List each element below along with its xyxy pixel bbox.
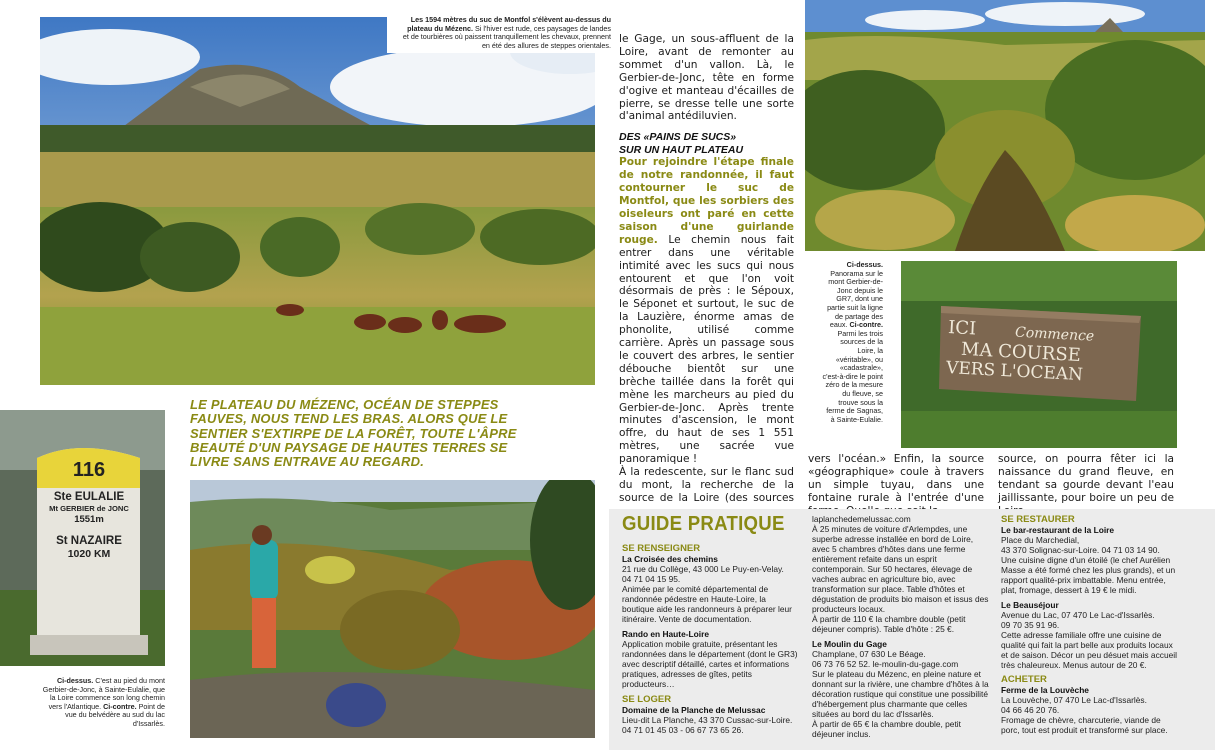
left-photo-caption: Ci-dessus. C'est au pied du mont Gerbier-de-Jonc, à Sainte-Eulalie, que la Loire commence son long chemin vers l'Atlantique. Ci-contre. Point de vue du belvédère au sud du lac d'Issarlès.	[42, 676, 165, 728]
top-photo-caption: Les 1594 mètres du suc de Montfol s'élèvent au-dessus du plateau du Mézenc. Si l'hiver est rude, ces paysages de landes et de tourbières où paissent tranquillement les chevaux, prennent en été des allures de steppes orientales.	[387, 15, 615, 53]
right-photo-caption: Ci-dessus. Panorama sur le mont Gerbier-de-Jonc depuis le GR7, dont une partie suit la ligne de partage des eaux. Ci-contre. Parmi les trois sources de la Loire, la «véritable», ou «cadastrale», c'est-à-dire le point zéro de la mesure du fleuve, se trouve sous la ferme de Sagnas, à Sainte-Eulalie.	[822, 260, 883, 424]
guide-section-acheter: ACHETER	[1001, 674, 1047, 685]
guide-title: GUIDE PRATIQUE	[622, 513, 785, 535]
article-para-2: Le chemin nous fait entrer dans une véritable intimité avec les sucs qui nous entourent et que l'on voit désormais de près : le Sépoux, le Séponet et surtout, le suc de la Lauzière, énorme amas de phonolite, utilisé comme carrière. Après un passage sous le couvert des arbres, le sentier débouche bientôt sur une brèche taillée dans la forêt qui mène les marcheurs au pied du Gerbier-de-Jonc. Après trente minutes d'ascension, le mont offre, du haut de ses 1 551 mètres, une sacrée vue panoramique !	[619, 233, 794, 466]
article-column-2: vers l'océan.» Enfin, la source «géographique» coule à travers un simple tuyau, dans une fontaine rurale à l'entrée d'une	[808, 453, 984, 504]
hiker-viewpoint-photo	[190, 480, 595, 738]
milestone-text: 116 Ste EULALIE Mt GERBIER de JONC 1551m St NAZAIRE 1020 KM	[49, 459, 129, 560]
milestone-photo	[0, 410, 165, 666]
guide-section-se-renseigner: SE RENSEIGNER	[622, 543, 701, 554]
article-lead: Pour rejoindre l'étape finale de notre randonnée, il faut contourner le suc de Montfol, que les sorbiers des oiseleurs ont paré en cette saison d'une guirlande rouge.	[619, 156, 794, 246]
gerbier-panorama-photo	[805, 0, 1205, 251]
article-para-1: le Gage, un sous-affluent de la Loire, avant de remonter au sommet d'un vallon. Là, le Gerbier-de-Jonc, tête en forme d'ogive et manteau d'écailles de pierre, se dresse telle une sorte d'animal antédiluvien.	[619, 33, 794, 123]
guide-section-se-loger: SE LOGER	[622, 694, 672, 705]
loire-source-sign-photo	[901, 261, 1177, 448]
guide-column-3: SE RESTAURER Le bar-restaurant de la Loire Place du Marchedial, 43 370 Solignac-sur-Loire. 04 71 03 14 90. Une cuisine digne d'un étoilé (le chef Aurélien Masse a été formé chez les plus grands), et un rapport qualité-prix imbattable. Menu entrée, plat, fromage, dessert à 19 € le midi. Le Beauséjour Avenue du Lac, 07 470 Le Lac-d'Issarlès. 09 70 35 91 96. Cette adresse familiale offre une cuisine de qualité qui fait la part belle aux produits locaux et de saison. Décor un peu désuet mais accueil très chaleureux. Menus autour de 20 €. ACHETER Ferme de la Louvèche La Louvèche, 07 470 Le Lac-d'Issarlès. 04 66 46 20 76. Fromage de chèvre, charcuterie, viande de porc, tout est produit et transformé sur place.	[1001, 514, 1179, 735]
article-column-main	[619, 33, 794, 505]
sign-text: ICI Commence MA COURSE VERS L'OCEAN	[945, 317, 1095, 386]
montfol-photo	[40, 17, 595, 385]
article-subhead: DES «PAINS DE SUCS» SUR UN HAUT PLATEAU	[619, 131, 744, 156]
article-column-3: source, on pourra fêter ici la naissance du grand fleuve, en tendant sa gourde devant l'eau jaillissante, pour boire un peu de	[998, 453, 1174, 504]
guide-column-1: SE RENSEIGNER La Croisée des chemins 21 rue du Collège, 43 000 Le Puy-en-Velay. 04 71 04 15 95. Animée par le comité départemental de randonnée pédestre en Haute-Loire, la boutique aide les randonneurs à préparer leur itinéraire. Vente de documentation. Rando en Haute-Loire Application mobile gratuite, présentant les randonnées dans le département (dont le GR3) avec descriptif détaillé, cartes et informations pratiques, adresses de gîtes, petits producteurs… SE LOGER Domaine de la Planche de Melussac Lieu-dit La Planche, 43 370 Cussac-sur-Loire. 04 71 01 45 03 - 06 67 73 65 26.	[622, 543, 800, 735]
article-para-3: À la redescente, sur le flanc sud du mont, la recherche de la source de la Loire (des sources	[619, 466, 794, 504]
guide-column-2: laplanchedemelussac.com À 25 minutes de voiture d'Arlempdes, une superbe adresse installée en bord de Loire, avec 5 chambres d'hôtes dans une ferme entièrement refaite dans un esprit contemporain. Sur 50 hectares, élevage de vaches aubrac en agriculture bio, avec transformation sur place. Table d'hôtes et dégustation de produits bio maison et issus des producteurs locaux. À partir de 110 € la chambre double (petit déjeuner compris). Table d'hôte : 25 €. Le Moulin du Gage Champlane, 07 630 Le Béage. 06 73 76 52 52. le-moulin-du-gage.com Sur le plateau du Mézenc, en pleine nature et donnant sur la rivière, une chambre d'hôtes à la décoration rustique qui constitue une possibilité d'hébergement plus charmante que celles situées au bord du lac d'Issarlès. À partir de 65 € la chambre double, petit déjeuner inclus.	[812, 514, 989, 739]
pullquote: LE PLATEAU DU MÉZENC, OCÉAN DE STEPPES FAUVES, NOUS TEND LES BRAS. ALORS QUE LE SENTIER S'EXTIRPE DE LA FORÊT, TOUTE L'ÂPRE BEAUTÉ D'UN PAYSAGE DE HAUTES TERRES SE LIVRE SANS ENTRAVE AU REGARD.	[190, 397, 517, 470]
guide-section-se-restaurer: SE RESTAURER	[1001, 514, 1075, 525]
